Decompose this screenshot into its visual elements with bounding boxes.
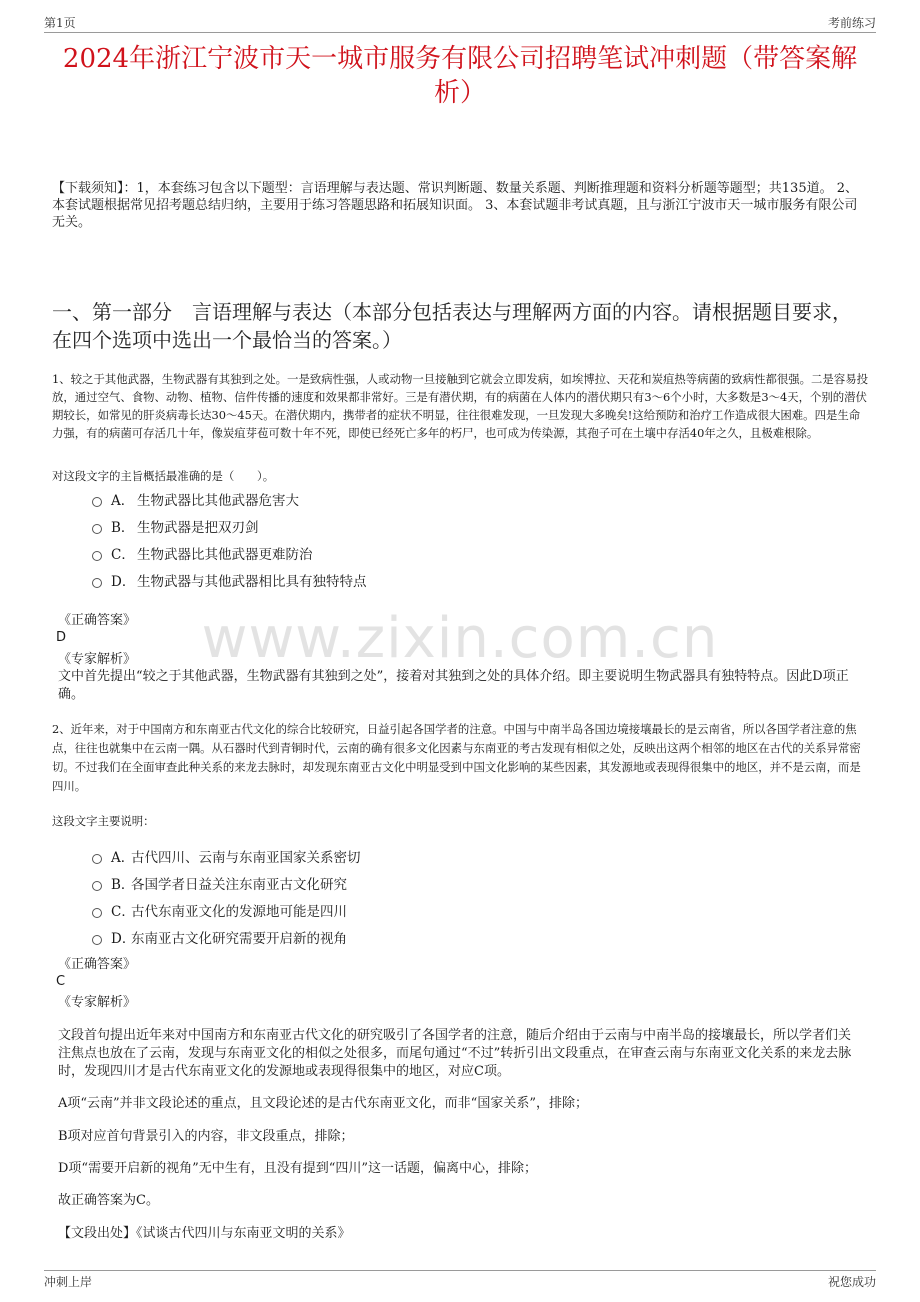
- option-text: 东南亚古文化研究需要开启新的视角: [131, 930, 347, 947]
- radio-icon[interactable]: [92, 497, 102, 507]
- watermark: www.zixin.com.cn: [201, 606, 719, 671]
- option-text: 古代东南亚文化的发源地可能是四川: [131, 903, 347, 920]
- radio-icon[interactable]: [92, 854, 102, 864]
- option-d[interactable]: [92, 566, 852, 593]
- option-c[interactable]: [92, 539, 852, 566]
- option-a[interactable]: [92, 485, 852, 512]
- analysis-text: 文段首句提出近年来对中国南方和东南亚古代文化的研究吸引了各国学者的注意，随后介绍由于云南与中南半岛的接壤最长，所以学者们关注焦点也放在了云南，发现与东南亚文化的相似之处很多，而尾句通过“不过”转折引出文段重点，在审查云南与东南亚文化关系的来龙去脉时，发现四川才是古代东南亚文化的发源地或表现得很集中的地区，对应C项。: [58, 1028, 852, 1079]
- option-text: 生物武器比其他武器危害大: [137, 492, 299, 509]
- radio-icon[interactable]: [92, 524, 102, 534]
- question-1-options: [92, 485, 852, 593]
- analysis-point-b: B项对应首句背景引入的内容，非文段重点，排除；: [58, 1129, 354, 1144]
- option-letter: D．: [111, 930, 136, 947]
- question-2-options: [92, 842, 852, 950]
- passage-source: 【文段出处】《试谈古代四川与东南亚文明的关系》: [58, 1226, 351, 1241]
- question-1-passage: 1、较之于其他武器，生物武器有其独到之处。一是致病性强，人或动物一旦接触到它就会立即发病，如埃博拉、天花和炭疽热等病菌的致病性都很强。二是容易投放，通过空气、食物、动物、植物、信件传播的速度和效果都非常好。三是有潜伏期，有的病菌在人体内的潜伏期只有3～6个小时，大多数是3～4天，个别的潜伏期较长，如常见的肝炎病毒长达30～45天。在潜伏期内，携带者的症状不明显，往往很难发现，一旦发现大多晚矣!这给预防和治疗工作造成很大困难。四是生命力强，有的病菌可存活几十年，像炭疽芽苞可数十年不死，即使已经死亡多年的朽尸，也可成为传染源，其孢子可在土壤中存活40年之久，且极难根除。: [52, 372, 868, 440]
- option-letter: A．: [111, 849, 135, 866]
- footer-right: 祝您成功: [827, 1275, 876, 1289]
- option-letter: A．: [111, 492, 135, 509]
- page-number: 第1页: [44, 16, 76, 30]
- correct-answer-label: 《正确答案》: [58, 613, 137, 628]
- radio-icon[interactable]: [92, 908, 102, 918]
- option-text: 生物武器是把双刃剑: [137, 519, 259, 536]
- correct-answer: C: [56, 974, 66, 989]
- radio-icon[interactable]: [92, 935, 102, 945]
- header-label: 考前练习: [827, 16, 876, 30]
- option-letter: D．: [111, 573, 136, 590]
- header-divider: [44, 32, 876, 33]
- radio-icon[interactable]: [92, 578, 102, 588]
- option-text: 各国学者日益关注东南亚古文化研究: [131, 876, 347, 893]
- option-text: 古代四川、云南与东南亚国家关系密切: [131, 849, 361, 866]
- question-1-prompt: 对这段文字的主旨概括最准确的是（ ）。: [52, 469, 275, 483]
- option-letter: C．: [111, 546, 135, 563]
- option-d[interactable]: [92, 923, 852, 950]
- analysis-label: 《专家解析》: [58, 652, 137, 667]
- footer-left: 冲刺上岸: [44, 1275, 93, 1289]
- option-letter: B．: [111, 519, 135, 536]
- radio-icon[interactable]: [92, 881, 102, 891]
- section-heading: 一、第一部分 言语理解与表达（本部分包括表达与理解两方面的内容。请根据题目要求，在四个选项中选出一个最恰当的答案。）: [52, 300, 852, 352]
- option-text: 生物武器比其他武器更难防治: [137, 546, 313, 563]
- analysis-point-a: A项“云南”并非文段论述的重点，且文段论述的是古代东南亚文化，而非“国家关系”，排除；: [58, 1096, 588, 1111]
- analysis-label: 《专家解析》: [58, 995, 137, 1010]
- analysis-conclusion: 故正确答案为C。: [58, 1193, 159, 1208]
- correct-answer-label: 《正确答案》: [58, 957, 137, 972]
- option-letter: B．: [111, 876, 135, 893]
- footer-divider: [44, 1270, 876, 1271]
- option-a[interactable]: [92, 842, 852, 869]
- correct-answer: D: [56, 630, 67, 645]
- radio-icon[interactable]: [92, 551, 102, 561]
- download-notice: 【下载须知】：1，本套练习包含以下题型：言语理解与表达题、常识判断题、数量关系题、判断推理题和资料分析题等题型；共135道。 2、本套试题根据常见招考题总结归纳，主要用于练习答题思路和拓展知识面。 3、本套试题非考试真题，且与浙江宁波市天一城市服务有限公司无关。: [52, 181, 858, 230]
- option-c[interactable]: [92, 896, 852, 923]
- option-text: 生物武器与其他武器相比具有独特特点: [137, 573, 367, 590]
- document-title: 2024年浙江宁波市天一城市服务有限公司招聘笔试冲刺题（带答案解析）: [62, 44, 858, 108]
- option-b[interactable]: [92, 869, 852, 896]
- analysis-text: 文中首先提出“较之于其他武器，生物武器有其独到之处”，接着对其独到之处的具体介绍。即主要说明生物武器具有独特特点。因此D项正确。: [58, 669, 849, 702]
- question-2-prompt: 这段文字主要说明：: [52, 814, 155, 828]
- option-letter: C．: [111, 903, 135, 920]
- analysis-point-d: D项“需要开启新的视角”无中生有，且没有提到“四川”这一话题，偏离中心，排除；: [58, 1161, 538, 1176]
- question-2-passage: 2、近年来，对于中国南方和东南亚古代文化的综合比较研究，日益引起各国学者的注意。中国与中南半岛各国边境接壤最长的是云南省，所以各国学者注意的焦点，往往也就集中在云南一隅。从石器时代到青铜时代，云南的确有很多文化因素与东南亚的考古发现有相似之处，反映出这两个相邻的地区在古代的关系异常密切。不过我们在全面审查此种关系的来龙去脉时，却发现东南亚古文化中明显受到中国文化影响的某些因素，其发源地或表现得很集中的地区，并不是云南，而是四川。: [52, 722, 861, 793]
- option-b[interactable]: [92, 512, 852, 539]
